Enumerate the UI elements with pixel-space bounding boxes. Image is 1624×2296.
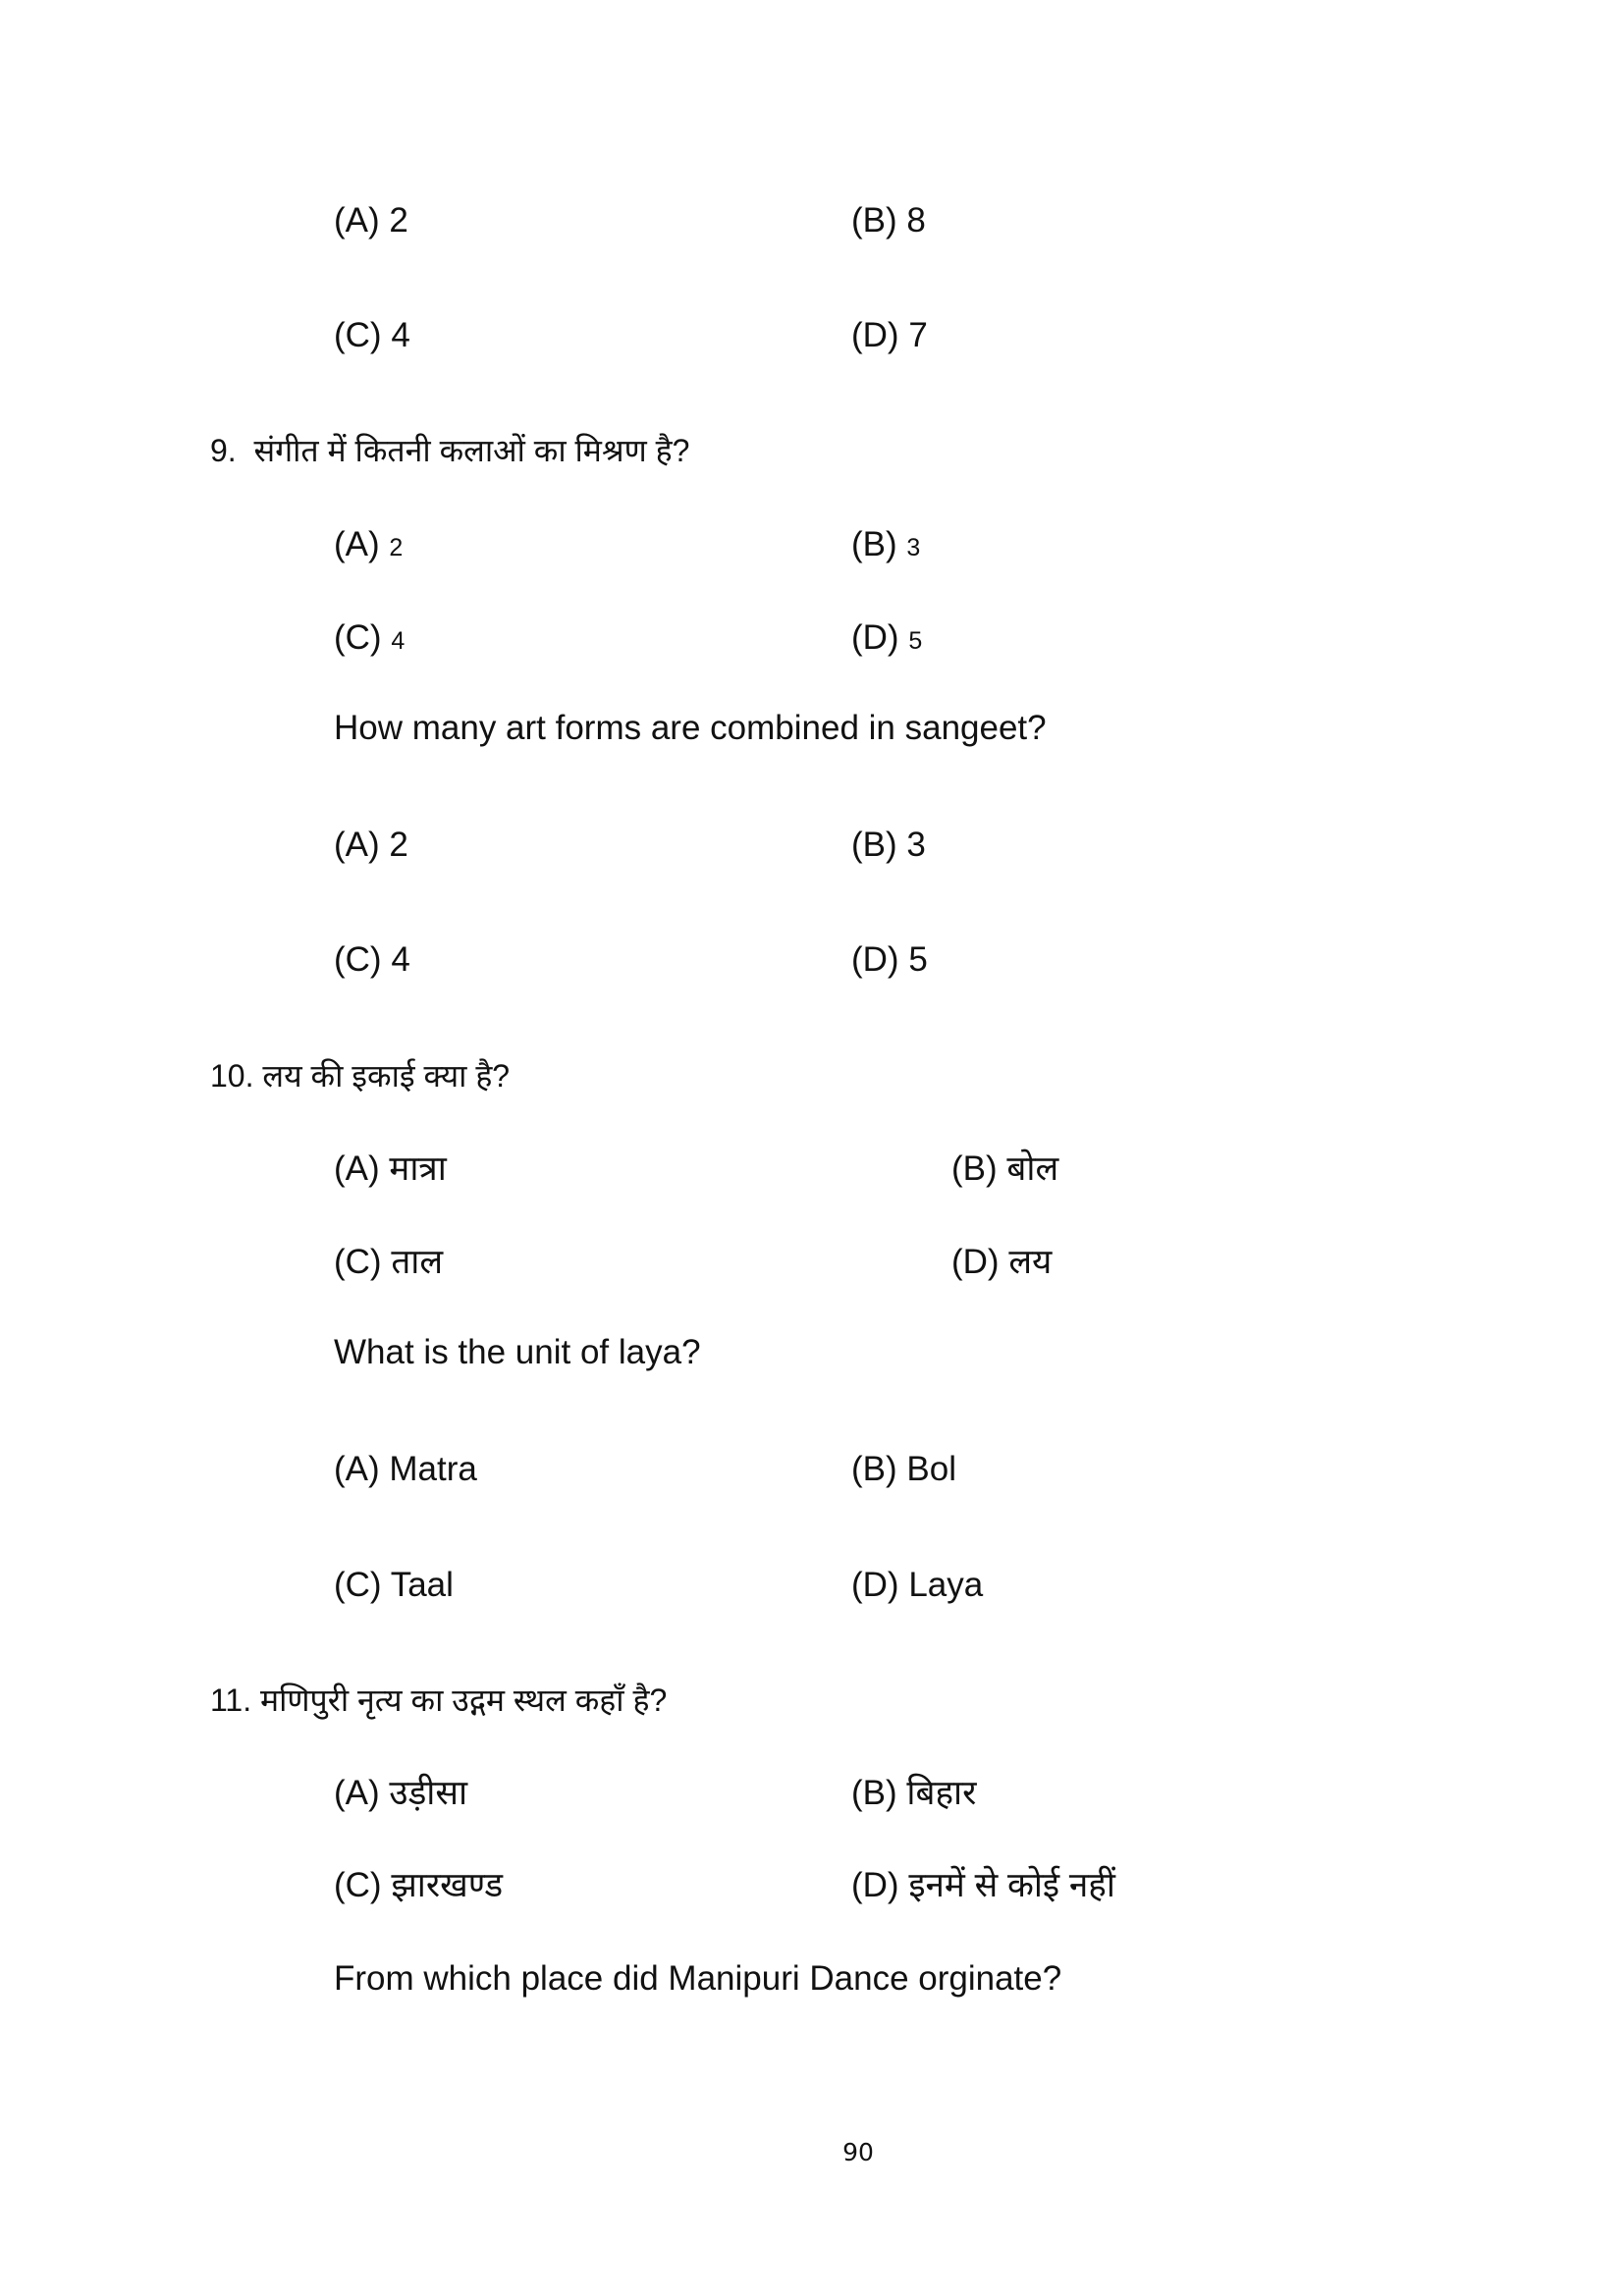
q11-hindi-question: 11. मणिपुरी नृत्य का उद्गम स्थल कहाँ है?	[210, 1682, 668, 1718]
q9-english-question: How many art forms are combined in sangeet?	[334, 709, 1047, 747]
q8-option-c: (C) 4	[334, 316, 410, 354]
q9-hindi-question: 9. संगीत में कितनी कलाओं का मिश्रण है?	[210, 433, 690, 468]
q10-english-option-c: (C) Taal	[334, 1566, 454, 1604]
q8-option-d: (D) 7	[851, 316, 928, 354]
q10-english-option-a: (A) Matra	[334, 1450, 477, 1488]
q10-english-option-b: (B) Bol	[851, 1450, 956, 1488]
q10-hindi-question: 10. लय की इकाई क्या है?	[210, 1058, 511, 1094]
q9-english-option-c: (C) 4	[334, 940, 410, 979]
q10-english-option-d: (D) Laya	[851, 1566, 984, 1604]
q10-hindi-option-b: (B) बोल	[951, 1149, 1059, 1188]
q9-hindi-option-a: (A) 2	[334, 525, 404, 563]
q10-english-question: What is the unit of laya?	[334, 1333, 701, 1371]
q11-hindi-option-d: (D) इनमें से कोई नहीं	[851, 1866, 1115, 1904]
q10-hindi-option-c: (C) ताल	[334, 1243, 444, 1281]
page-number: 90	[842, 2138, 874, 2166]
q11-hindi-option-b: (B) बिहार	[851, 1774, 977, 1812]
q11-hindi-option-a: (A) उड़ीसा	[334, 1774, 468, 1812]
q9-hindi-option-d: (D) 5	[851, 618, 923, 657]
q11-english-question: From which place did Manipuri Dance orginate?	[334, 1959, 1062, 1998]
q8-option-a: (A) 2	[334, 201, 408, 240]
q8-option-b: (B) 8	[851, 201, 926, 240]
q9-hindi-option-c: (C) 4	[334, 618, 406, 657]
q10-hindi-option-d: (D) लय	[951, 1243, 1053, 1281]
q9-english-option-b: (B) 3	[851, 826, 926, 864]
q9-hindi-option-b: (B) 3	[851, 525, 921, 563]
q10-hindi-option-a: (A) मात्रा	[334, 1149, 447, 1188]
q9-english-option-a: (A) 2	[334, 826, 408, 864]
q9-english-option-d: (D) 5	[851, 940, 928, 979]
q11-hindi-option-c: (C) झारखण्ड	[334, 1866, 504, 1904]
